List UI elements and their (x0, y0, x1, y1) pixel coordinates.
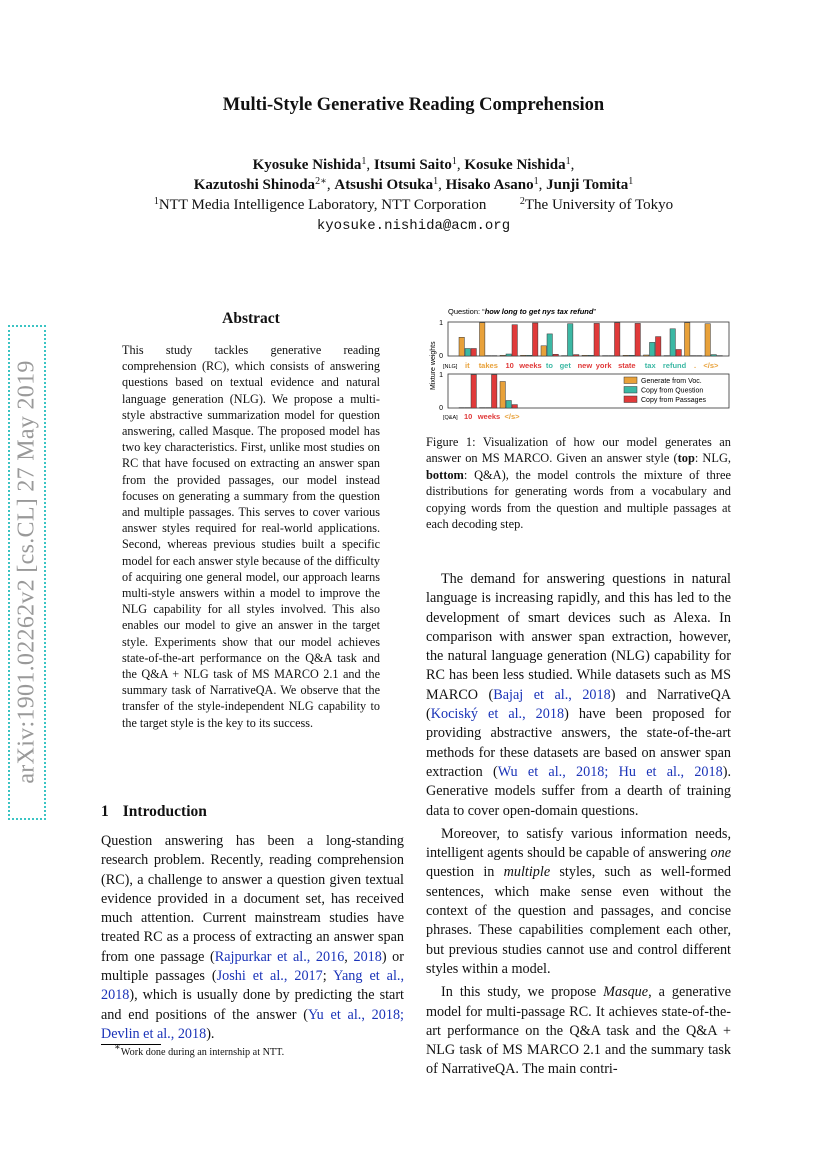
section-number: 1 (101, 803, 109, 820)
footnote-rule (101, 1044, 161, 1045)
legend-label: Copy from Question (641, 387, 704, 395)
paragraph-text: styles, such as well-formed sentences, which make sense even without the context of the question and passages, and concise phrases. These capabilities complement each other, but previous studies cannot use and control different styles within a model. (426, 864, 731, 977)
paragraph-text: ), which is usually done by predicting the start and end positions of the answer ( (101, 987, 404, 1023)
author-affiliation-mark: 1 (433, 176, 439, 187)
model-name: Masque (603, 984, 649, 1001)
paragraph-text: ) or multiple passages ( (101, 948, 405, 985)
token-label: 10 (464, 412, 473, 421)
section-heading (101, 803, 221, 821)
bar-</s>-copy-from-question (506, 401, 511, 409)
legend-swatch (624, 377, 637, 384)
author-email[interactable]: kyosuke.nishida@acm.org (316, 218, 511, 234)
author-affiliation-mark: 1 (628, 176, 634, 187)
bar-get-copy-from-question (568, 324, 573, 356)
paragraph (426, 570, 731, 821)
bar-tax-copy-from-question (650, 342, 655, 356)
citation-link[interactable]: Yu et al., 2018; Devlin et al., 2018 (101, 1006, 404, 1042)
token-label: . (694, 361, 697, 370)
paragraph-text: ; (322, 968, 334, 985)
token-label: weeks (519, 361, 542, 370)
author-line-2: Kazutoshi Shinoda$^{2∗}$, Atsushi Otsuka$^1$, Hisako Asano$^1$, Junji Tomita$^1$ (193, 176, 634, 193)
citation-link[interactable]: Yang et al., 2018 (101, 968, 404, 1004)
bar-refund-copy-from-question (670, 329, 675, 356)
emphasis: one (710, 845, 731, 862)
paragraph (426, 825, 731, 979)
paragraph-text: ). Generative models suffer from a dearth of training data to cover open-domain questions. (426, 763, 731, 819)
tick-label: 0 (439, 353, 443, 360)
paragraph-text: ) have been proposed for providing abstractive answers, the state-of-the-art methods for these datasets are based on answer span extraction ( (426, 706, 732, 780)
bar-it-copy-from-passages (471, 349, 476, 357)
abstract-heading: Abstract (222, 310, 280, 327)
right-column-text (426, 570, 731, 1080)
abstract-body: This study tackles generative reading comprehension (RC), which consists of answering questions based on textual evidence and natural language generation (NLG). We propose a multi-style abstractive summarization model for question answering, called Masque. The proposed model has two key characteristics. First, unlike most studies on RC that have focused on extracting an answer span from the provided passages, our model instead focuses on generating a summary from the question and multiple passages. This serves to cover various answer styles required for real-world applications. Second, whereas previous studies built a specific model for each answer style because of the difficulty of acquiring one general model, our approach learns multi-style answers within a model to improve the NLG capability for all styles involved. This also enables our model to give an answer in the target style. Experiments show that our model achieves state-of-the-art performance on the Q&A task and the Q&A + NLG task of MS MARCO 2.1 and the summary task of NarrativeQA. We observe that the transfer of the style-independent NLG capability to the target style is the key to its success. (122, 343, 380, 730)
bar-state-generate-from-voc- (623, 355, 628, 356)
bar-weeks-copy-from-passages (492, 375, 497, 408)
affiliations (0, 197, 827, 214)
author-name: Junji Tomita (546, 177, 629, 193)
bar-to-copy-from-passages (553, 354, 558, 356)
author-line-1: Kyosuke Nishida$^1$, Itsumi Saito$^1$, Kosuke Nishida$^1$, (252, 156, 575, 173)
bar-it-generate-from-voc- (459, 337, 464, 356)
author-name: Hisako Asano (445, 177, 534, 193)
affiliation-1: NTT Media Intelligence Laboratory, NTT Corporation (158, 197, 487, 213)
token-label: new (577, 361, 593, 370)
top-bars (459, 323, 722, 356)
legend-swatch (624, 387, 637, 394)
bar-takes-generate-from-voc- (480, 323, 485, 356)
legend-swatch (624, 396, 637, 403)
token-label: york (595, 361, 612, 370)
paragraph-text: ). (206, 1025, 215, 1042)
figure-caption (426, 434, 731, 532)
author-affiliation-mark: 1 (361, 156, 367, 167)
author-name: Atsushi Otsuka (334, 177, 434, 193)
bar-10-copy-from-question (506, 354, 511, 356)
token-label: tax (644, 361, 656, 370)
bar-to-generate-from-voc- (541, 346, 546, 356)
caption-emphasis: bottom (426, 467, 464, 482)
legend-label: Copy from Passages (641, 397, 706, 404)
caption-text: Figure 1: Visualization of how our model generates an answer on MS MARCO. Given an answer style ( (426, 435, 731, 466)
footnote-mark: ∗ (114, 1042, 121, 1053)
author-affiliation-mark: 1 (565, 156, 571, 167)
bottom-tokens (464, 412, 520, 421)
citation-link[interactable]: Kociský et al., 2018 (430, 706, 565, 723)
author-name: Itsumi Saito (373, 157, 452, 173)
tick-label: 1 (439, 320, 443, 327)
caption-text: : NLG, (694, 451, 731, 466)
paragraph-text: The demand for answering questions in natural language is increasing rapidly, and this has led to the development of smart devices such as Alexa. In comparison with answer span extraction, however, the natural language generation (NLG) capability for RC has been less studied. While datasets such as MS MARCO ( (426, 571, 731, 703)
token-label: to (545, 361, 553, 370)
affiliation-2: The University of Tokyo (524, 197, 674, 213)
nlg-style-tag: [NLG] (443, 364, 458, 370)
bar-weeks-copy-from-passages (533, 323, 538, 356)
bar-10-generate-from-voc- (500, 355, 505, 356)
bar-10-copy-from-passages (471, 375, 476, 408)
footnote-text: Work done during an internship at NTT. (120, 1047, 285, 1058)
bar-state-copy-from-passages (635, 323, 640, 356)
bar-state-copy-from-question (629, 355, 634, 356)
affiliation-mark: 1 (153, 196, 159, 207)
bar-to-copy-from-question (547, 334, 552, 356)
token-label: takes (478, 361, 498, 370)
arxiv-stamp (8, 325, 46, 820)
bottom-bars (459, 375, 517, 408)
footnote (114, 1042, 285, 1058)
bar-it-copy-from-question (465, 349, 470, 357)
paragraph (426, 983, 731, 1079)
bar-.-generate-from-voc- (685, 323, 690, 356)
paragraph-text: Moreover, to satisfy various information needs, intelligent agents should be capable of answering (426, 825, 731, 862)
caption-emphasis: top (677, 451, 695, 466)
affiliation-mark: 2 (519, 196, 525, 207)
tick-label: 1 (439, 372, 443, 379)
token-label: weeks (477, 412, 501, 421)
author-affiliation-mark: 2∗ (315, 176, 327, 187)
citation-link[interactable]: Rajpurkar et al., 2016 (214, 948, 345, 965)
bar-new-copy-from-question (588, 355, 593, 356)
bar-new-copy-from-passages (594, 323, 599, 356)
bar-10-copy-from-passages (512, 325, 517, 356)
token-label: state (618, 361, 636, 370)
token-label: it (465, 361, 470, 370)
bar-</s>-generate-from-voc- (705, 324, 710, 356)
bar-new-generate-from-voc- (582, 355, 587, 356)
figure-question: Question: “how long to get nys tax refund” (448, 307, 596, 316)
intro-paragraph (101, 832, 404, 1044)
arxiv-identifier: arXiv:1901.02262v2 [cs.CL] 27 May 2019 (13, 360, 40, 784)
bar-tax-generate-from-voc- (644, 355, 649, 356)
bar-weeks-copy-from-question (527, 355, 532, 356)
caption-text: : Q&A), the model controls the mixture of three distributions for generating words from a vocabulary and copying words from the question and multiple passages at each decoding step. (426, 467, 731, 532)
author-name: Kosuke Nishida (464, 157, 566, 173)
citation-link[interactable]: Wu et al., 2018; Hu et al., 2018 (497, 763, 723, 780)
paragraph-text: , a generative model for multi-passage RC. It achieves state-of-the-art performance on the Q&A task and the Q&A + NLG task of MS MARCO 2.1 and the summary task of NarrativeQA. The main contri- (426, 984, 731, 1078)
section-title: Introduction (122, 803, 207, 820)
author-affiliation-mark: 1 (451, 156, 457, 167)
bar-</s>-copy-from-passages (512, 405, 517, 408)
figure-mixture-weights (428, 305, 733, 423)
qa-style-tag: [Q&A] (443, 415, 458, 421)
bar-york-copy-from-passages (615, 323, 620, 356)
y-axis-label: Mixture weights (430, 341, 437, 390)
legend (624, 377, 706, 404)
paragraph-text: question in (426, 864, 504, 881)
author-name: Kyosuke Nishida (252, 157, 362, 173)
emphasis: multiple (503, 864, 551, 881)
citation-link[interactable]: Bajaj et al., 2018 (493, 686, 611, 703)
paragraph-text: Question answering has been a long-standing research problem. Recently, reading comprehension (RC), a challenge to answer a question given textual evidence provided in a document set, has received much attention. Current mainstream studies have treated RC as a process of extracting an answer span from one passage ( (101, 833, 404, 965)
bar-refund-copy-from-passages (676, 350, 681, 357)
paragraph-text: , (344, 948, 354, 965)
paragraph-text: In this study, we propose (441, 984, 604, 1001)
token-label: get (559, 361, 571, 370)
bar-tax-copy-from-passages (656, 337, 661, 356)
paragraph-text: ) and NarrativeQA ( (426, 686, 732, 723)
tick-label: 0 (439, 405, 443, 412)
bar-</s>-copy-from-question (711, 355, 716, 356)
bar-</s>-generate-from-voc- (500, 382, 505, 409)
token-label: refund (662, 361, 687, 370)
token-label: </s> (703, 361, 719, 370)
paper-title: Multi-Style Generative Reading Comprehension (222, 95, 605, 115)
token-label: 10 (505, 361, 514, 370)
top-tokens (465, 361, 719, 370)
bar-weeks-generate-from-voc- (521, 355, 526, 356)
citation-link[interactable]: Joshi et al., 2017 (216, 968, 323, 985)
citation-link[interactable]: 2018 (353, 948, 382, 965)
author-name: Kazutoshi Shinoda (193, 177, 316, 193)
bar-get-copy-from-passages (574, 355, 579, 356)
legend-label: Generate from Voc. (641, 378, 702, 385)
author-affiliation-mark: 1 (533, 176, 539, 187)
token-label: </s> (504, 412, 520, 421)
